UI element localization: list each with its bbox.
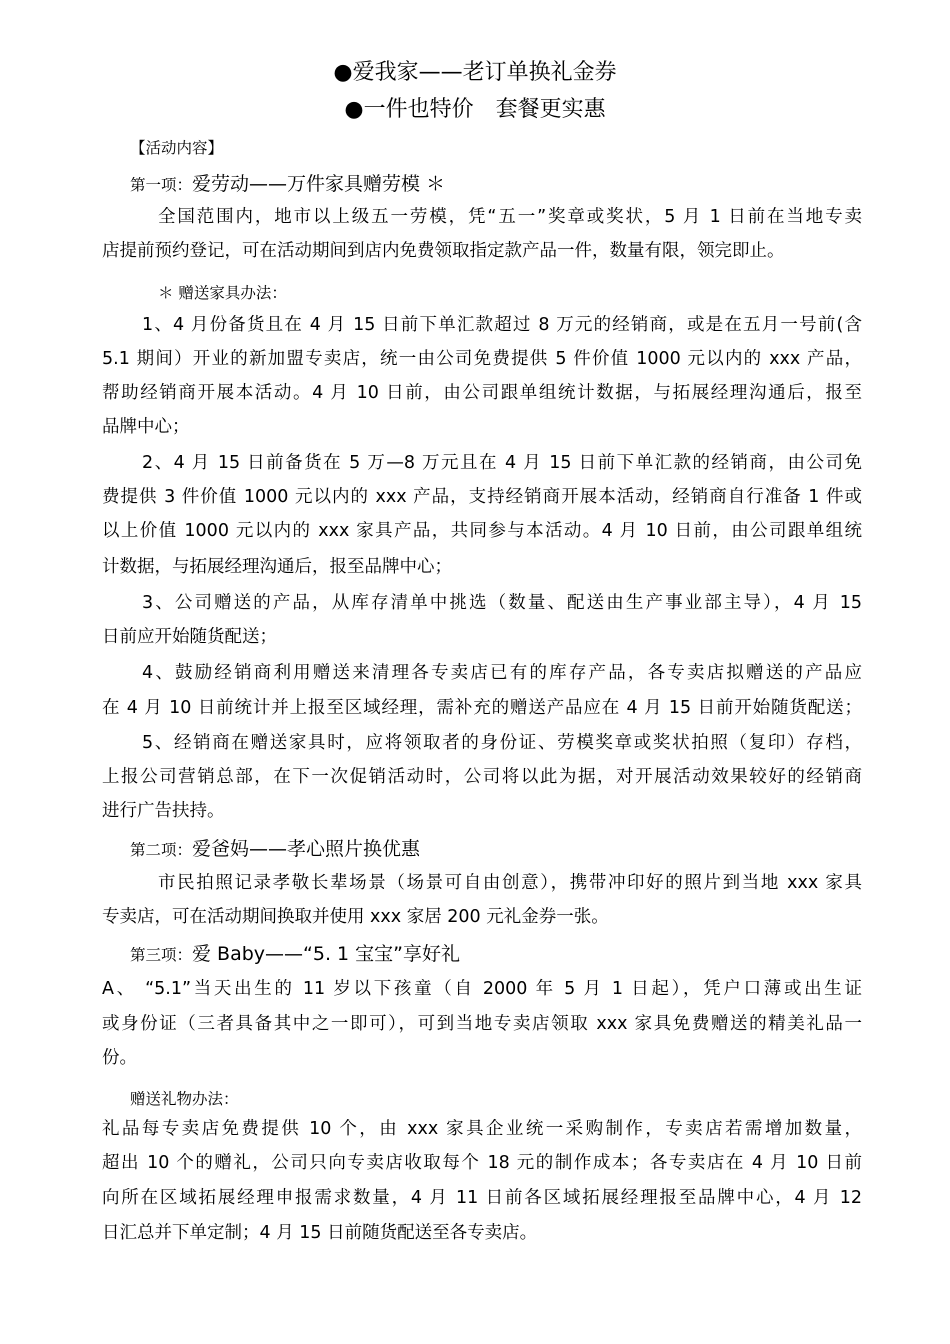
section1-item2-line: 2、4 月 15 日前备货在 5 万—8 万元且在 4 月 15 日前下单汇款的经销商，由公司免 (142, 453, 862, 473)
section2-para-line: 专卖店，可在活动期间换取并使用 xxx 家居 200 元礼金券一张。 (102, 907, 609, 927)
section1-item1-line: 1、4 月份备货且在 4 月 15 日前下单汇款超过 8 万元的经销商，或是在五月一号前(含 (142, 315, 862, 335)
section1-item5-line: 进行广告扶持。 (102, 801, 225, 821)
section3-label: 第三项： (130, 946, 193, 964)
section1-item3-line: 日前应开始随货配送； (102, 627, 277, 647)
section1-item4-line: 在 4 月 10 日前统计并上报至区域经理，需补充的赠送产品应在 4 月 15 日前开始随货配送； (102, 698, 862, 718)
section3-heading (130, 941, 460, 968)
section1-item1-line: 品牌中心； (102, 417, 190, 437)
section1-item1-line: 帮助经销商开展本活动。4 月 10 日前，由公司跟单组统计数据，与拓展经理沟通后，报至 (102, 383, 862, 403)
section1-item2-line: 计数据，与拓展经理沟通后，报至品牌中心； (102, 557, 452, 577)
section1-item5-line: 上报公司营销总部，在下一次促销活动时，公司将以此为据，对开展活动效果较好的经销商 (102, 767, 862, 787)
section3-gift-para-line: 礼品每专卖店免费提供 10 个，由 xxx 家具企业统一采购制作，专卖店若需增加数量， (102, 1119, 862, 1139)
section1-item4-line: 4、鼓励经销商利用赠送来清理各专卖店已有的库存产品，各专卖店拟赠送的产品应 (142, 663, 862, 683)
section1-method-header: ＊ 赠送家具办法： (158, 284, 287, 302)
section2-title: 爱爸妈——孝心照片换优惠 (192, 838, 421, 860)
section1-item5-line: 5、经销商在赠送家具时，应将领取者的身份证、劳模奖章或奖状拍照（复印）存档， (142, 733, 862, 753)
section1-item3-line: 3、公司赠送的产品，从库存清单中挑选（数量、配送由生产事业部主导），4 月 15 (142, 593, 862, 613)
section3-gift-method-header: 赠送礼物办法： (130, 1090, 239, 1108)
section1-para-line: 店提前预约登记，可在活动期间到店内免费领取指定款产品一件，数量有限，领完即止。 (102, 241, 785, 261)
section1-item2-line: 费提供 3 件价值 1000 元以内的 xxx 产品，支持经销商开展本活动，经销商自行准备 1 件或 (102, 487, 862, 507)
section3-itemA-line: 或身份证（三者具备其中之一即可），可到当地专卖店领取 xxx 家具免费赠送的精美礼品一 (102, 1014, 862, 1034)
title-line-1: ●爱我家——老订单换礼金券 (333, 60, 617, 85)
section3-itemA-line: A、 “5.1”当天出生的 11 岁以下孩童（自 2000 年 5 月 1 日起），凭户口薄或出生证 (102, 979, 862, 999)
section1-item1-line: 5.1 期间）开业的新加盟专卖店，统一由公司免费提供 5 件价值 1000 元以内的 xxx 产品， (102, 349, 862, 369)
section3-gift-para-line: 日汇总并下单定制；4 月 15 日前随货配送至各专卖店。 (102, 1223, 538, 1243)
section1-item2-line: 以上价值 1000 元以内的 xxx 家具产品，共同参与本活动。4 月 10 日前，由公司跟单组统 (102, 521, 862, 541)
section3-gift-para-line: 超出 10 个的赠礼，公司只向专卖店收取每个 18 元的制作成本；各专卖店在 4 月 10 日前 (102, 1153, 862, 1173)
section1-heading (130, 171, 445, 198)
title-line-2: ●一件也特价 套餐更实惠 (344, 97, 606, 122)
section1-title: 爱劳动——万件家具赠劳模 ＊ (192, 173, 446, 195)
section3-itemA-line: 份。 (102, 1048, 137, 1068)
section3-title: 爱 Baby——“5. 1 宝宝”享好礼 (192, 943, 461, 965)
section2-para-line: 市民拍照记录孝敬长辈场景（场景可自由创意），携带冲印好的照片到当地 xxx 家具 (158, 873, 862, 893)
section3-gift-para-line: 向所在区域拓展经理申报需求数量，4 月 11 日前各区域拓展经理报至品牌中心，4 月 12 (102, 1188, 862, 1208)
section2-label: 第二项： (130, 841, 193, 859)
section1-label: 第一项： (130, 176, 193, 194)
activity-header: 【活动内容】 (130, 139, 224, 157)
section1-para-line: 全国范围内，地市以上级五一劳模，凭“五一”奖章或奖状，5 月 1 日前在当地专卖 (158, 207, 862, 227)
section2-heading (130, 836, 420, 863)
